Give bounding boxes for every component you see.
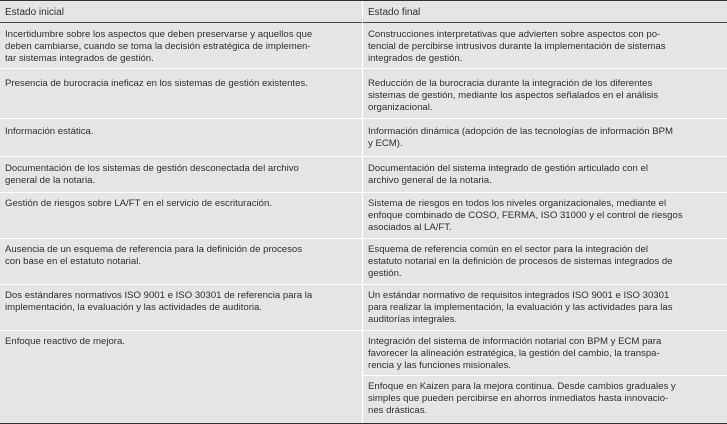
cell-final-1: Construcciones interpretativas que advierten sobre aspectos con po- tencial de percibirse intrusivos durante la implementación de sistemas integrados de gestión. (368, 29, 666, 64)
row-separator (363, 284, 727, 285)
cell-inicial-8: Enfoque reactivo de mejora. (5, 336, 125, 347)
row-separator (363, 330, 727, 331)
cell-inicial-2: Presencia de burocracia ineficaz en los sistemas de gestión existentes. (5, 78, 308, 89)
cell-inicial-7: Dos estándares normativos ISO 9001 e ISO 30301 de referencia para la implementación, la evaluación y las actividades de auditoria. (5, 290, 313, 313)
row-separator (363, 192, 727, 193)
column-divider (362, 1, 363, 423)
row-separator (363, 156, 727, 157)
row-separator (0, 284, 362, 285)
cell-inicial-4: Documentación de los sistemas de gestión desconectada del archivo general de la notaria. (5, 163, 299, 186)
cell-inicial-3: Información estática. (5, 126, 94, 137)
row-separator (0, 68, 362, 69)
row-separator (0, 330, 362, 331)
cell-inicial-6: Ausencia de un esquema de referencia para la definición de procesos con base en el estatuto notarial. (5, 244, 303, 267)
cell-final-8: Integración del sistema de información notarial con BPM y ECM para favorecer la alineación estratégica, la gestión del cambio, la transpa- rencia y las funciones misionales. (368, 336, 662, 371)
cell-final-5: Sistema de riesgos en todos los niveles organizacionales, mediante el enfoque combinado de COSO, FERMA, ISO 31000 y el control de riesgos asociados al LA/FT. (368, 198, 683, 233)
cell-final-6: Esquema de referencia común en el sector para la integración del estatuto notarial en la definición de procesos de sistemas integrados de gestión. (368, 244, 673, 279)
header-estado-final: Estado final (368, 7, 421, 18)
table-header (0, 1, 727, 23)
row-separator (0, 118, 362, 119)
cell-inicial-5: Gestión de riesgos sobre LA/FT en el servicio de escrituración. (5, 198, 272, 209)
cell-final-3: Información dinámica (adopción de las tecnologías de información BPM y ECM). (368, 126, 674, 149)
cell-final-9: Enfoque en Kaizen para la mejora continua. Desde cambios graduales y simples que pueden percibirse en ahorros inmediatos hasta innovacio- nes drásticas. (368, 381, 676, 416)
cell-inicial-1: Incertidumbre sobre los aspectos que deben preservarse y aquellos que deben cambiarse, cuando se toma la decisión estratégica de implemen- tar sistemas integrados de gestión. (5, 29, 313, 64)
row-separator (0, 192, 362, 193)
row-separator (363, 238, 727, 239)
cell-final-4: Documentación del sistema integrado de gestión articulado con el archivo general de la notaria. (368, 163, 648, 186)
row-separator (363, 375, 727, 376)
row-separator (363, 68, 727, 69)
header-estado-inicial: Estado inicial (5, 7, 64, 18)
cell-final-2: Reducción de la burocracia durante la integración de los diferentes sistemas de gestión, mediante los aspectos señalados en el análisis organizacional. (368, 78, 659, 113)
row-separator (0, 156, 362, 157)
cell-final-7: Un estándar normativo de requisitos integrados ISO 9001 e ISO 30301 para realizar la implementación, la evaluación y las actividades para las auditorías integrales. (368, 290, 673, 325)
row-separator (363, 118, 727, 119)
row-separator (0, 238, 362, 239)
